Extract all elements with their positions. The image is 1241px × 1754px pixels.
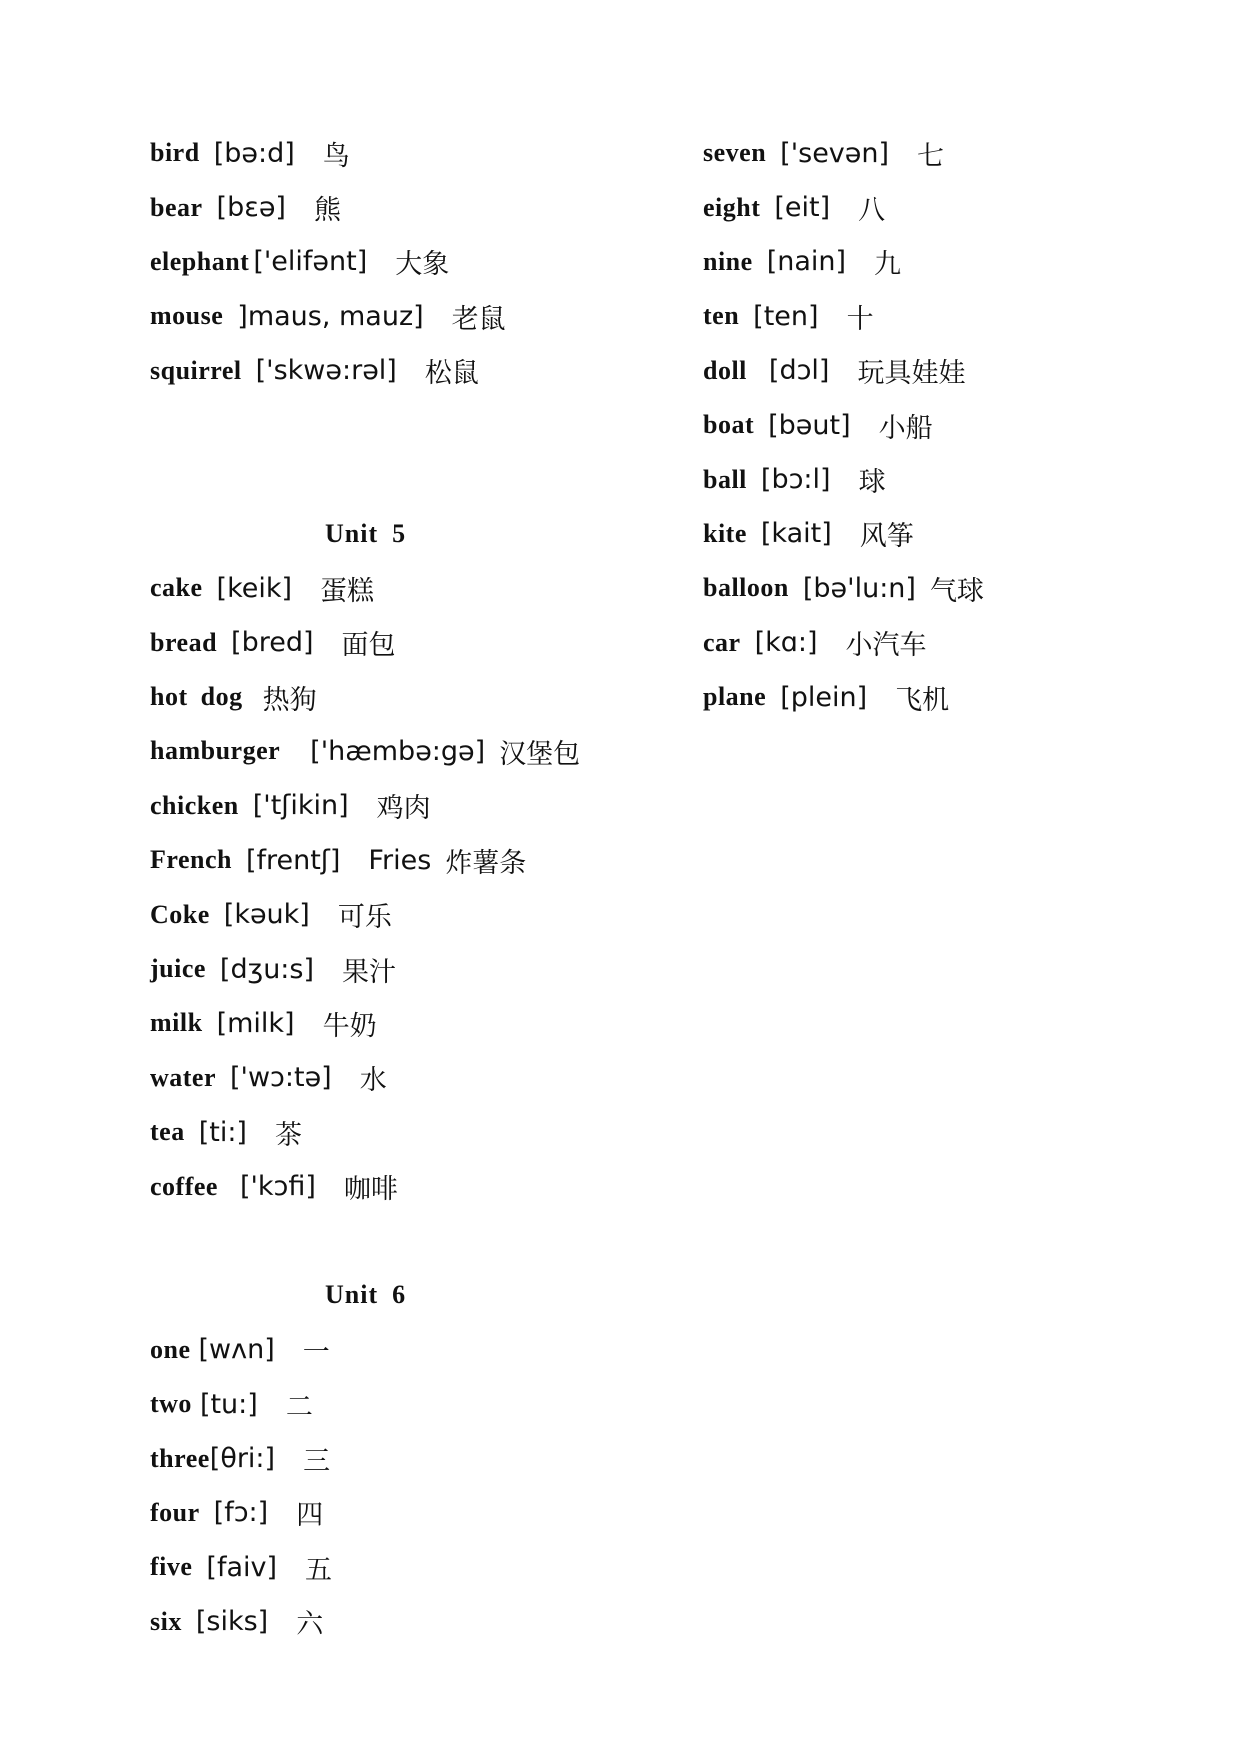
vocab-word: cake — [150, 573, 203, 603]
vocab-word: six — [150, 1606, 182, 1636]
vocab-entry — [150, 1377, 670, 1431]
vocab-translation: 四 — [296, 1500, 324, 1532]
right-column — [703, 126, 1183, 724]
vocab-word: mouse — [150, 301, 224, 331]
vocab-translation: 小汽车 — [845, 630, 927, 662]
vocab-phonetic: ['skwə:rəl] — [255, 355, 397, 387]
vocab-phonetic: [kait] — [760, 518, 832, 550]
vocab-translation: 小船 — [878, 412, 933, 444]
vocab-entry — [150, 616, 670, 670]
vocab-phonetic: [frentʃ] — [245, 844, 341, 876]
vocab-phonetic: ['hæmbə:gə] — [310, 735, 486, 767]
vocab-word: one — [150, 1334, 191, 1364]
vocab-translation: 牛奶 — [322, 1010, 377, 1042]
unit-number: 5 — [392, 518, 407, 548]
vocab-translation: 玩具娃娃 — [857, 358, 966, 390]
vocab-translation: 鸡肉 — [376, 793, 431, 825]
vocab-entry — [703, 289, 1183, 343]
vocab-phonetic: [dʒu:s] — [219, 953, 314, 985]
vocab-translation: 风筝 — [859, 521, 914, 553]
vocab-phonetic: [dɔl] — [768, 355, 830, 387]
vocab-entry — [703, 126, 1183, 180]
vocab-translation: 面包 — [341, 630, 396, 662]
vocab-translation: 果汁 — [342, 956, 396, 988]
vocab-translation: 九 — [874, 249, 902, 281]
vocab-translation: 飞机 — [895, 684, 950, 716]
spacer — [150, 452, 670, 506]
vocab-phonetic: [bə'lu:n] — [802, 572, 916, 604]
vocab-word: tea — [150, 1117, 185, 1147]
vocab-phonetic: [wʌn] — [198, 1334, 275, 1366]
vocab-word: ball — [703, 464, 747, 494]
vocab-word: plane — [703, 682, 767, 712]
vocab-phonetic: [bred] — [231, 627, 314, 659]
vocab-phonetic: [kəuk] — [223, 899, 310, 931]
vocab-word: hamburger — [150, 736, 281, 766]
vocab-entry — [150, 996, 670, 1050]
vocab-entry — [150, 289, 670, 343]
vocab-translation: 一 — [302, 1337, 330, 1369]
vocab-phonetic: [nain] — [766, 246, 847, 278]
vocab-translation: 大象 — [395, 249, 450, 281]
vocab-word: four — [150, 1497, 200, 1527]
vocab-phonetic: [fɔ:] — [213, 1497, 269, 1529]
vocab-entry — [150, 235, 670, 289]
vocab-phonetic: [faiv] — [206, 1551, 278, 1583]
vocab-entry — [703, 235, 1183, 289]
vocab-entry — [150, 344, 670, 398]
vocab-phonetic: [ti:] — [198, 1116, 247, 1148]
vocab-word: bear — [150, 192, 203, 222]
vocab-phonetic: [θri:] — [209, 1443, 276, 1475]
vocab-word: seven — [703, 138, 767, 168]
vocab-entry — [150, 1595, 670, 1649]
vocab-translation: 松鼠 — [424, 358, 479, 390]
vocab-word: car — [703, 627, 741, 657]
vocab-word: balloon — [703, 573, 789, 603]
vocab-word: bird — [150, 138, 200, 168]
vocab-entry — [703, 616, 1183, 670]
vocab-phonetic: [tu:] — [199, 1388, 258, 1420]
vocab-translation: 八 — [858, 195, 886, 227]
vocab-phonetic: [bɔ:l] — [760, 464, 831, 496]
vocab-entry — [150, 126, 670, 180]
vocab-entry — [703, 452, 1183, 506]
vocab-entry — [703, 344, 1183, 398]
vocab-entry — [150, 1159, 670, 1213]
vocab-word: chicken — [150, 790, 239, 820]
vocab-word: French — [150, 845, 232, 875]
vocab-word: kite — [703, 518, 747, 548]
vocab-entry — [703, 398, 1183, 452]
vocab-translation: 十 — [846, 303, 874, 335]
vocab-entry — [703, 561, 1183, 615]
vocab-entry — [150, 1431, 670, 1485]
vocab-word: nine — [703, 246, 753, 276]
vocab-phonetic: ['sevən] — [780, 137, 890, 169]
vocab-entry — [703, 507, 1183, 561]
vocab-translation: 炸薯条 — [445, 847, 527, 879]
vocab-phonetic: [bə:d] — [213, 137, 295, 169]
vocab-translation: 六 — [296, 1609, 324, 1641]
vocab-word: eight — [703, 192, 761, 222]
vocab-word: ten — [703, 301, 740, 331]
vocab-translation: 咖啡 — [343, 1174, 398, 1206]
vocab-word: water — [150, 1062, 217, 1092]
vocab-entry — [150, 1323, 670, 1377]
vocab-word: juice — [150, 954, 206, 984]
vocab-word: squirrel — [150, 355, 242, 385]
vocab-phonetic: [bəut] — [768, 409, 851, 441]
vocab-entry — [150, 1051, 670, 1105]
unit-5-heading — [150, 507, 670, 561]
vocab-translation: 可乐 — [337, 902, 392, 934]
vocab-word: two — [150, 1389, 192, 1419]
vocab-entry — [150, 779, 670, 833]
vocab-word: hot dog — [150, 682, 243, 712]
vocab-word: coffee — [150, 1171, 218, 1201]
vocab-phonetic: [milk] — [216, 1007, 295, 1039]
vocab-translation: 五 — [305, 1554, 333, 1586]
vocab-word: elephant — [150, 246, 250, 276]
vocab-phonetic: ['elifənt] — [253, 246, 368, 278]
vocab-word: three — [150, 1443, 210, 1473]
spacer — [150, 398, 670, 452]
vocab-translation: 热狗 — [262, 684, 317, 716]
unit-6-heading — [150, 1268, 670, 1322]
vocab-translation: 茶 — [274, 1119, 302, 1151]
vocab-phonetic: [eit] — [774, 192, 831, 224]
vocab-word: milk — [150, 1008, 203, 1038]
vocab-phonetic: [plein] — [780, 681, 868, 713]
vocab-phonetic: [bɛə] — [216, 192, 286, 224]
vocab-entry — [150, 1486, 670, 1540]
vocab-entry — [150, 1540, 670, 1594]
vocab-entry — [703, 180, 1183, 234]
vocab-entry — [150, 1105, 670, 1159]
vocab-word: boat — [703, 410, 755, 440]
vocab-translation: 三 — [303, 1446, 331, 1478]
vocab-word: five — [150, 1552, 193, 1582]
vocab-entry — [150, 670, 670, 724]
vocab-entry — [150, 833, 670, 887]
vocab-entry — [150, 561, 670, 615]
spacer — [150, 1214, 670, 1268]
vocab-translation: 熊 — [313, 195, 341, 227]
vocab-entry — [150, 180, 670, 234]
vocab-phonetic: [ten] — [753, 300, 819, 332]
unit-label: Unit — [325, 518, 379, 548]
vocab-translation: 水 — [359, 1065, 387, 1097]
vocab-entry — [150, 887, 670, 941]
vocab-translation: 球 — [858, 467, 886, 499]
unit-label: Unit — [325, 1280, 379, 1310]
vocab-word: doll — [703, 355, 747, 385]
vocab-word-continued: Fries — [368, 844, 432, 876]
vocab-translation: 鸟 — [322, 140, 350, 172]
vocab-phonetic: ['kɔfi] — [239, 1171, 316, 1203]
vocab-phonetic: ['wɔ:tə] — [230, 1062, 332, 1094]
left-column — [150, 126, 670, 1649]
vocab-translation: 汉堡包 — [499, 738, 581, 770]
vocab-entry — [150, 942, 670, 996]
vocab-translation: 二 — [285, 1391, 313, 1423]
vocab-phonetic: [kɑ:] — [754, 627, 818, 659]
vocab-phonetic: [keik] — [216, 572, 293, 604]
vocab-entry — [150, 724, 670, 778]
vocab-phonetic: ]maus, mauz] — [237, 300, 424, 332]
vocab-phonetic: [siks] — [195, 1606, 269, 1638]
vocab-word: Coke — [150, 899, 210, 929]
vocab-translation: 蛋糕 — [320, 575, 375, 607]
vocab-translation: 七 — [917, 140, 945, 172]
unit-number: 6 — [392, 1280, 407, 1310]
vocab-word: bread — [150, 627, 218, 657]
vocab-translation: 气球 — [929, 575, 984, 607]
vocab-phonetic: ['tʃikin] — [252, 790, 349, 822]
vocab-entry — [703, 670, 1183, 724]
vocab-translation: 老鼠 — [451, 303, 506, 335]
